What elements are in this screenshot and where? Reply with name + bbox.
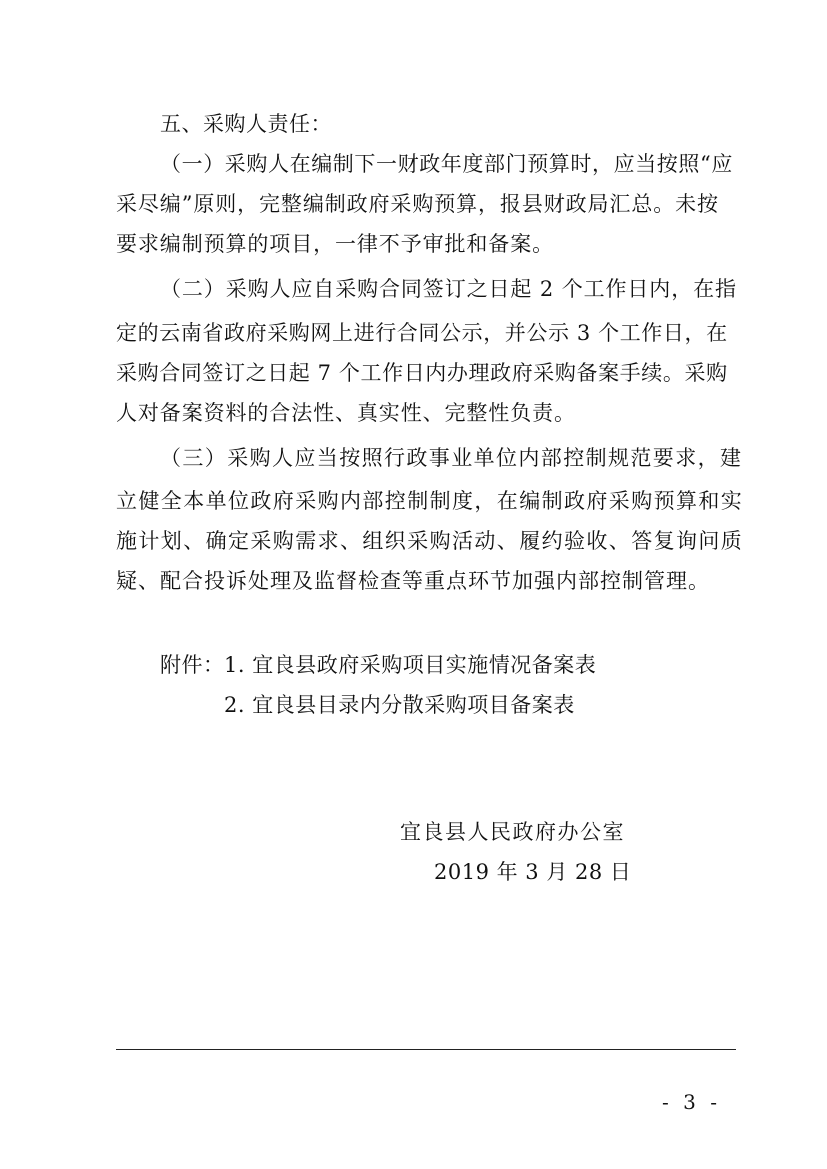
footer-divider xyxy=(116,1049,736,1050)
paragraph-2-line-2: 定的云南省政府采购网上进行合同公示，并公示 3 个工作日，在 xyxy=(116,321,728,345)
paragraph-2-line-3: 采购合同签订之日起 7 个工作日内办理政府采购备案手续。采购 xyxy=(116,361,728,385)
page-number: - 3 - xyxy=(662,1090,721,1114)
paragraph-2-line-4: 人对备案资料的合法性、真实性、完整性负责。 xyxy=(116,401,576,425)
attachments-label: 附件： xyxy=(160,653,225,677)
paragraph-1-line-1: （一）采购人在编制下一财政年度部门预算时，应当按照“应 xyxy=(160,152,733,176)
attachment-item-1: 1. 宜良县政府采购项目实施情况备案表 xyxy=(224,653,597,677)
paragraph-3-line-1: （三）采购人应当按照行政事业单位内部控制规范要求，建 xyxy=(160,446,743,470)
paragraph-2-line-1: （二）采购人应自采购合同签订之日起 2 个工作日内，在指 xyxy=(160,277,737,301)
paragraph-3-line-4: 疑、配合投诉处理及监督检查等重点环节加强内部控制管理。 xyxy=(116,569,710,593)
issuer-name: 宜良县人民政府办公室 xyxy=(400,820,625,844)
issue-date: 2019 年 3 月 28 日 xyxy=(434,860,632,884)
paragraph-1-line-2: 采尽编”原则，完整编制政府采购预算，报县财政局汇总。未按 xyxy=(116,192,719,216)
section-heading: 五、采购人责任： xyxy=(160,112,332,136)
attachment-item-2: 2. 宜良县目录内分散采购项目备案表 xyxy=(224,693,575,717)
paragraph-3-line-2: 立健全本单位政府采购内部控制制度，在编制政府采购预算和实 xyxy=(116,489,744,513)
paragraph-1-line-3: 要求编制预算的项目，一律不予审批和备案。 xyxy=(116,232,554,256)
paragraph-3-line-3: 施计划、确定采购需求、组织采购活动、履约验收、答复询问质 xyxy=(116,529,744,553)
